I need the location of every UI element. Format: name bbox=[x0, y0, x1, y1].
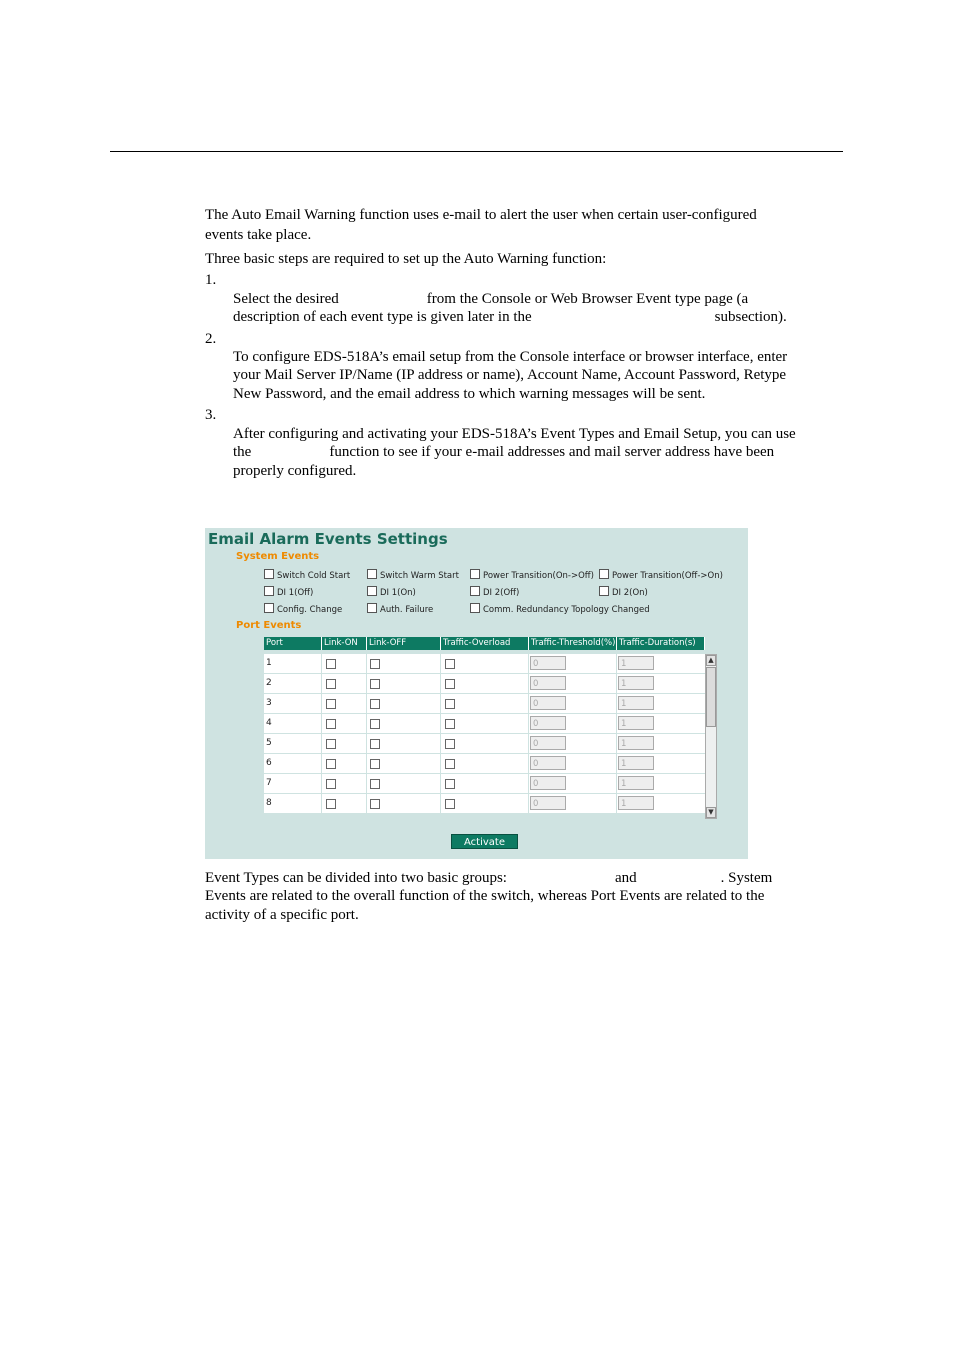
checkbox-label: Auth. Failure bbox=[380, 605, 434, 615]
column-divider bbox=[440, 774, 441, 793]
checkbox-label: DI 1(On) bbox=[380, 588, 416, 598]
outro-line-3: activity of a specific port. bbox=[205, 907, 359, 923]
scroll-thumb[interactable] bbox=[706, 667, 716, 727]
column-divider bbox=[528, 754, 529, 773]
link-on-checkbox[interactable] bbox=[326, 739, 336, 749]
traffic-duration-input[interactable]: 1 bbox=[618, 656, 654, 670]
col-header-port: Port bbox=[264, 637, 322, 650]
checkbox-power-on-off[interactable] bbox=[470, 569, 594, 581]
traffic-threshold-input[interactable]: 0 bbox=[530, 736, 566, 750]
step-3-text-a: the bbox=[233, 444, 252, 460]
column-divider bbox=[321, 734, 322, 753]
traffic-threshold-input[interactable]: 0 bbox=[530, 716, 566, 730]
traffic-threshold-input[interactable]: 0 bbox=[530, 756, 566, 770]
traffic-overload-checkbox[interactable] bbox=[445, 719, 455, 729]
col-header-traffic-duration: Traffic-Duration(s) bbox=[617, 637, 705, 650]
outro-text-c: . System bbox=[720, 870, 773, 886]
checkbox-icon bbox=[599, 569, 609, 579]
checkbox-label: Switch Warm Start bbox=[380, 571, 459, 581]
port-number: 1 bbox=[266, 658, 272, 668]
column-divider bbox=[321, 694, 322, 713]
checkbox-icon bbox=[367, 603, 377, 613]
traffic-duration-input[interactable]: 1 bbox=[618, 676, 654, 690]
step-3-text-b: function to see if your e-mail addresses and mail server address have been bbox=[329, 444, 775, 460]
link-off-checkbox[interactable] bbox=[370, 779, 380, 789]
link-off-checkbox[interactable] bbox=[370, 679, 380, 689]
link-off-checkbox[interactable] bbox=[370, 759, 380, 769]
port-number: 2 bbox=[266, 678, 272, 688]
column-divider bbox=[528, 694, 529, 713]
traffic-overload-checkbox[interactable] bbox=[445, 659, 455, 669]
checkbox-auth-failure[interactable] bbox=[367, 603, 433, 615]
traffic-threshold-input[interactable]: 0 bbox=[530, 776, 566, 790]
step-1-line-1 bbox=[233, 290, 748, 309]
column-divider bbox=[528, 714, 529, 733]
checkbox-label: DI 1(Off) bbox=[277, 588, 314, 598]
checkbox-icon bbox=[470, 569, 480, 579]
checkbox-di1-on[interactable] bbox=[367, 586, 416, 598]
column-divider bbox=[366, 714, 367, 733]
intro-line-2: events take place. bbox=[205, 227, 312, 243]
col-header-traffic-threshold: Traffic-Threshold(%) bbox=[531, 638, 616, 648]
column-divider bbox=[366, 674, 367, 693]
activate-button[interactable]: Activate bbox=[451, 834, 518, 849]
checkbox-label: Switch Cold Start bbox=[277, 571, 351, 581]
column-divider bbox=[366, 734, 367, 753]
column-divider bbox=[616, 794, 617, 813]
table-row bbox=[264, 714, 705, 734]
traffic-threshold-input[interactable]: 0 bbox=[530, 796, 566, 810]
column-divider bbox=[616, 694, 617, 713]
table-scrollbar[interactable] bbox=[705, 654, 717, 819]
column-divider bbox=[366, 794, 367, 813]
column-divider bbox=[528, 734, 529, 753]
column-divider bbox=[321, 674, 322, 693]
checkbox-icon bbox=[264, 603, 274, 613]
column-divider bbox=[528, 674, 529, 693]
checkbox-di2-off[interactable] bbox=[470, 586, 519, 598]
traffic-duration-input[interactable]: 1 bbox=[618, 716, 654, 730]
outro-text-a: Event Types can be divided into two basic groups: bbox=[205, 870, 507, 886]
column-divider bbox=[616, 654, 617, 673]
column-divider bbox=[528, 794, 529, 813]
traffic-duration-input[interactable]: 1 bbox=[618, 696, 654, 710]
column-divider bbox=[366, 694, 367, 713]
port-number: 4 bbox=[266, 718, 272, 728]
traffic-duration-input[interactable]: 1 bbox=[618, 776, 654, 790]
checkbox-icon bbox=[264, 586, 274, 596]
link-off-checkbox[interactable] bbox=[370, 739, 380, 749]
column-divider bbox=[366, 754, 367, 773]
table-row bbox=[264, 794, 705, 814]
step-1-text-a: Select the desired bbox=[233, 291, 339, 307]
column-divider bbox=[321, 714, 322, 733]
table-row bbox=[264, 674, 705, 694]
table-row bbox=[264, 654, 705, 674]
column-divider bbox=[321, 754, 322, 773]
traffic-duration-input[interactable]: 1 bbox=[618, 756, 654, 770]
traffic-overload-checkbox[interactable] bbox=[445, 799, 455, 809]
column-divider bbox=[366, 654, 367, 673]
traffic-duration-input[interactable]: 1 bbox=[618, 796, 654, 810]
checkbox-icon bbox=[470, 586, 480, 596]
column-divider bbox=[616, 714, 617, 733]
step-3-number: 3. bbox=[205, 407, 217, 423]
column-divider bbox=[616, 674, 617, 693]
checkbox-icon bbox=[367, 569, 377, 579]
table-row bbox=[264, 734, 705, 754]
column-divider bbox=[528, 654, 529, 673]
column-divider bbox=[366, 774, 367, 793]
link-on-checkbox[interactable] bbox=[326, 699, 336, 709]
col-header-traffic-overload: Traffic-Overload bbox=[441, 637, 529, 650]
checkbox-power-off-on[interactable] bbox=[599, 569, 723, 581]
panel-title: Email Alarm Events Settings bbox=[208, 530, 448, 548]
outro-line-1 bbox=[205, 869, 772, 888]
link-on-checkbox[interactable] bbox=[326, 679, 336, 689]
table-row bbox=[264, 754, 705, 774]
step-2-number: 2. bbox=[205, 331, 217, 347]
step-1-number: 1. bbox=[205, 272, 217, 288]
link-on-checkbox[interactable] bbox=[326, 779, 336, 789]
traffic-threshold-input[interactable]: 0 bbox=[530, 656, 566, 670]
column-divider bbox=[321, 794, 322, 813]
link-on-checkbox[interactable] bbox=[326, 759, 336, 769]
checkbox-icon bbox=[599, 586, 609, 596]
column-divider bbox=[440, 794, 441, 813]
column-divider bbox=[616, 774, 617, 793]
traffic-overload-checkbox[interactable] bbox=[445, 779, 455, 789]
step-2-line-2: your Mail Server IP/Name (IP address or name), Account Name, Account Password, Retype bbox=[233, 367, 787, 383]
link-off-checkbox[interactable] bbox=[370, 799, 380, 809]
link-on-checkbox[interactable] bbox=[326, 719, 336, 729]
column-divider bbox=[321, 654, 322, 673]
step-3-line-1: After configuring and activating your EDS-518A’s Event Types and Email Setup, you can use bbox=[233, 426, 796, 442]
email-alarm-events-panel bbox=[205, 528, 748, 859]
column-divider bbox=[440, 674, 441, 693]
checkbox-switch-warm-start[interactable] bbox=[367, 569, 459, 581]
step-3-line-2 bbox=[233, 443, 774, 462]
checkbox-di1-off[interactable] bbox=[264, 586, 313, 598]
port-events-label: Port Events bbox=[236, 620, 302, 631]
checkbox-comm-redundancy[interactable] bbox=[470, 603, 650, 615]
link-on-checkbox[interactable] bbox=[326, 659, 336, 669]
checkbox-label: Config. Change bbox=[277, 605, 343, 615]
col-header-link-on: Link-ON bbox=[322, 637, 367, 650]
outro-line-2: Events are related to the overall function of the switch, whereas Port Events are related to the bbox=[205, 888, 765, 904]
column-divider bbox=[616, 734, 617, 753]
column-divider bbox=[440, 734, 441, 753]
checkbox-icon bbox=[470, 603, 480, 613]
step-1-text-d: subsection). bbox=[714, 309, 787, 325]
traffic-overload-checkbox[interactable] bbox=[445, 699, 455, 709]
checkbox-di2-on[interactable] bbox=[599, 586, 648, 598]
checkbox-config-change[interactable] bbox=[264, 603, 342, 615]
traffic-overload-checkbox[interactable] bbox=[445, 679, 455, 689]
traffic-duration-input[interactable]: 1 bbox=[618, 736, 654, 750]
header-rule bbox=[110, 151, 843, 152]
checkbox-label: Comm. Redundancy Topology Changed bbox=[483, 605, 650, 615]
outro-text-b: and bbox=[614, 870, 637, 886]
traffic-overload-checkbox[interactable] bbox=[445, 759, 455, 769]
traffic-threshold-input[interactable]: 0 bbox=[530, 696, 566, 710]
port-number: 7 bbox=[266, 778, 272, 788]
port-number: 6 bbox=[266, 758, 272, 768]
traffic-overload-checkbox[interactable] bbox=[445, 739, 455, 749]
column-divider bbox=[440, 714, 441, 733]
link-off-checkbox[interactable] bbox=[370, 699, 380, 709]
step-2-line-3: New Password, and the email address to which warning messages will be sent. bbox=[233, 386, 706, 402]
checkbox-label: Power Transition(Off->On) bbox=[612, 571, 723, 581]
column-divider bbox=[616, 754, 617, 773]
column-divider bbox=[321, 774, 322, 793]
traffic-threshold-input[interactable]: 0 bbox=[530, 676, 566, 690]
system-events-label: System Events bbox=[236, 551, 320, 562]
table-row bbox=[264, 694, 705, 714]
link-off-checkbox[interactable] bbox=[370, 719, 380, 729]
checkbox-icon bbox=[367, 586, 377, 596]
port-number: 5 bbox=[266, 738, 272, 748]
port-number: 3 bbox=[266, 698, 272, 708]
scroll-down-icon[interactable]: ▼ bbox=[706, 807, 716, 818]
checkbox-label: DI 2(Off) bbox=[483, 588, 520, 598]
checkbox-switch-cold-start[interactable] bbox=[264, 569, 350, 581]
intro-line-1: The Auto Email Warning function uses e-mail to alert the user when certain user-configured bbox=[205, 207, 757, 223]
port-number: 8 bbox=[266, 798, 272, 808]
col-header-link-off: Link-OFF bbox=[367, 637, 441, 650]
column-divider bbox=[440, 754, 441, 773]
step-3-line-3: properly configured. bbox=[233, 463, 357, 479]
column-divider bbox=[440, 654, 441, 673]
step-1-line-2 bbox=[233, 308, 787, 327]
link-off-checkbox[interactable] bbox=[370, 659, 380, 669]
step-1-text-b: from the Console or Web Browser Event type page (a bbox=[426, 291, 749, 307]
step-1-text-c: description of each event type is given later in the bbox=[233, 309, 532, 325]
checkbox-icon bbox=[264, 569, 274, 579]
scroll-up-icon[interactable]: ▲ bbox=[706, 655, 716, 666]
step-2-line-1: To configure EDS-518A’s email setup from the Console interface or browser interface, enter bbox=[233, 349, 788, 365]
column-divider bbox=[440, 694, 441, 713]
checkbox-label: Power Transition(On->Off) bbox=[483, 571, 594, 581]
steps-intro: Three basic steps are required to set up the Auto Warning function: bbox=[205, 251, 607, 267]
table-row bbox=[264, 774, 705, 794]
checkbox-label: DI 2(On) bbox=[612, 588, 648, 598]
link-on-checkbox[interactable] bbox=[326, 799, 336, 809]
column-divider bbox=[528, 774, 529, 793]
